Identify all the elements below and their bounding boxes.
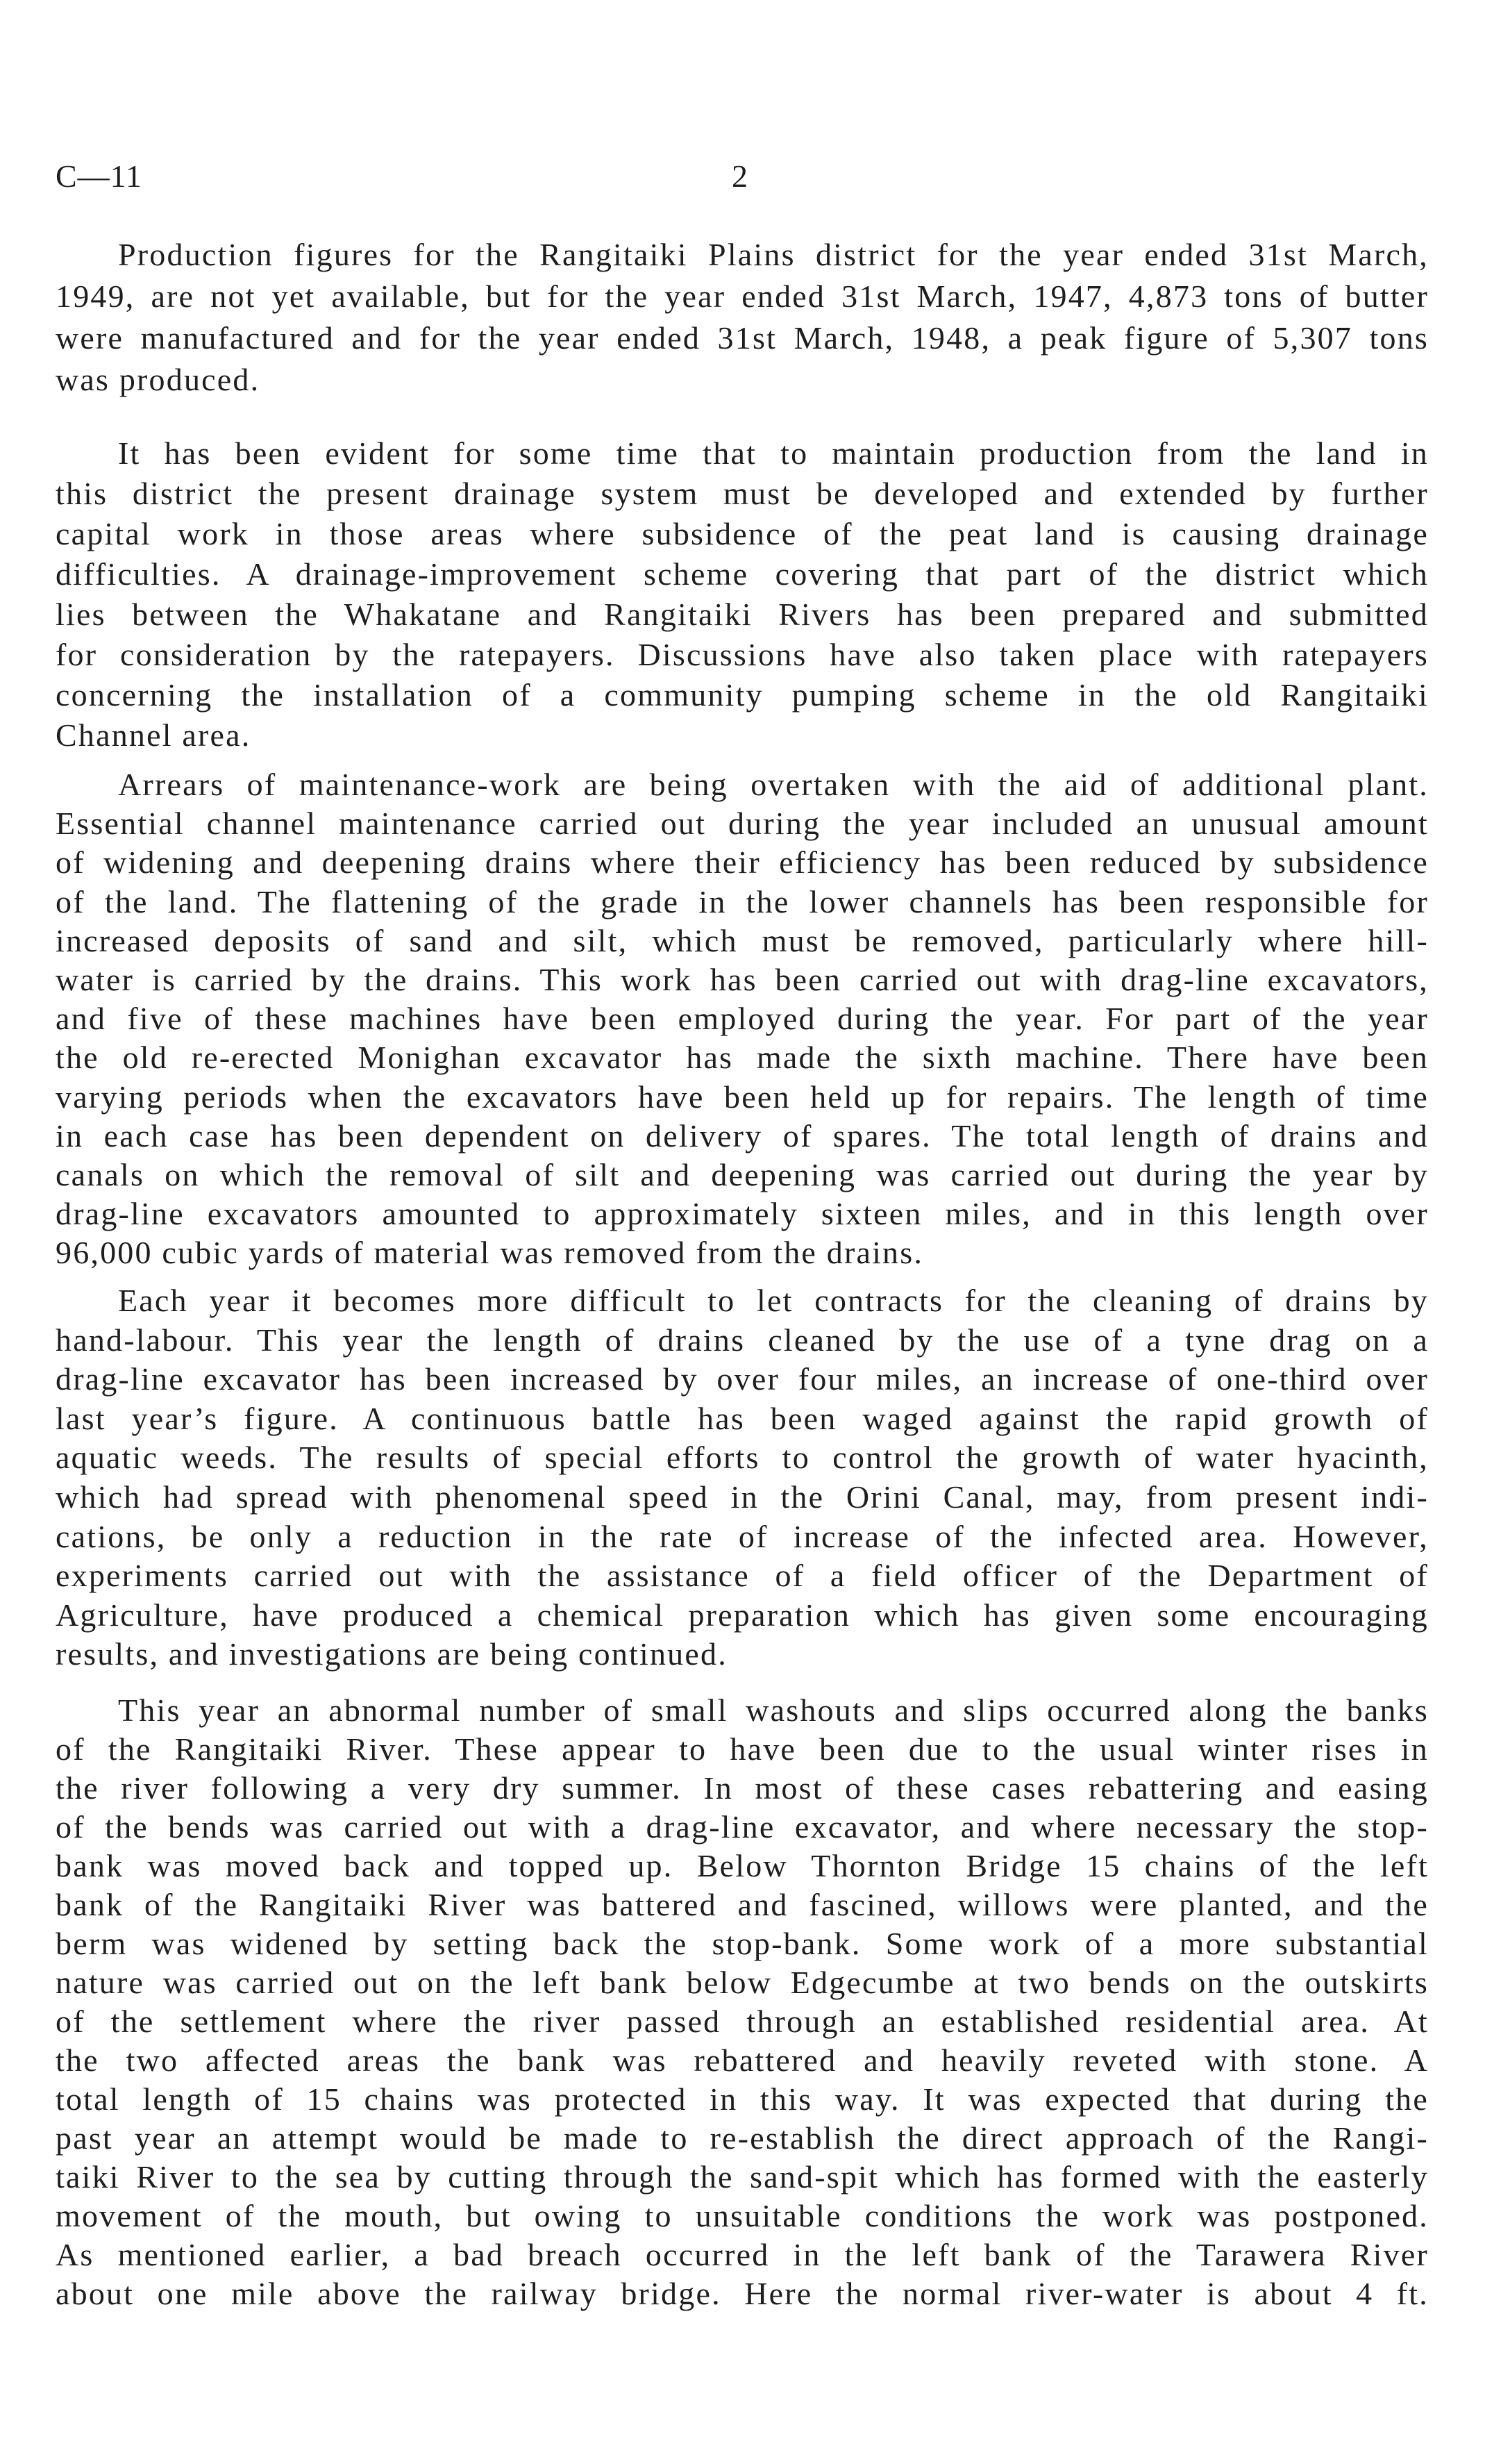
- text-line: which had spread with phenomenal speed in the Orini Canal, may, from present indi-: [56, 1479, 1429, 1515]
- text-line: and five of these machines have been employed during the year. For part of the year: [56, 1001, 1429, 1037]
- text-line: last year’s figure. A continuous battle has been waged against the rapid growth of: [56, 1400, 1429, 1436]
- text-line: about one mile above the railway bridge. Here the normal river-water is about 4 ft.: [56, 2276, 1429, 2311]
- text-line: lies between the Whakatane and Rangitaiki Rivers has been prepared and submitted: [56, 597, 1429, 632]
- text-line: canals on which the removal of silt and deepening was carried out during the year by: [56, 1157, 1429, 1193]
- text-line: It has been evident for some time that to maintain production from the land in: [118, 435, 1429, 471]
- text-line: were manufactured and for the year ended 31st March, 1948, a peak figure of 5,307 tons: [56, 320, 1429, 356]
- text-line: aquatic weeds. The results of special efforts to control the growth of water hyacinth,: [56, 1440, 1429, 1476]
- text-line: bank was moved back and topped up. Below Thornton Bridge 15 chains of the left: [56, 1848, 1429, 1883]
- paragraph-production-figures: [56, 234, 1429, 401]
- text-line: water is carried by the drains. This work has been carried out with drag-line excavators,: [56, 962, 1429, 998]
- text-line: difficulties. A drainage-improvement scheme covering that part of the district which: [56, 556, 1429, 592]
- text-line: experiments carried out with the assistance of a field officer of the Department of: [56, 1558, 1429, 1594]
- text-line: the river following a very dry summer. In most of these cases rebattering and easing: [56, 1770, 1429, 1806]
- text-line: of the Rangitaiki River. These appear to have been due to the usual winter rises in: [56, 1731, 1429, 1767]
- text-line: of the bends was carried out with a drag-line excavator, and where necessary the stop-: [56, 1809, 1429, 1845]
- paragraph-drainage-scheme: [56, 433, 1429, 756]
- text-line: the two affected areas the bank was rebattered and heavily reveted with stone. A: [56, 2042, 1429, 2078]
- text-line: results, and investigations are being continued.: [56, 1636, 728, 1672]
- text-line: 96,000 cubic yards of material was removed from the drains.: [56, 1235, 924, 1271]
- text-line: bank of the Rangitaiki River was battered and fascined, willows were planted, and the: [56, 1887, 1429, 1922]
- text-line: concerning the installation of a community pumping scheme in the old Rangitaiki: [56, 677, 1429, 713]
- text-line: berm was widened by setting back the stop-bank. Some work of a more substantial: [56, 1926, 1429, 1961]
- text-line: for consideration by the ratepayers. Discussions have also taken place with ratepayers: [56, 637, 1429, 672]
- text-line: taiki River to the sea by cutting through the sand-spit which has formed with the easterly: [56, 2159, 1429, 2195]
- text-line: drag-line excavator has been increased by over four miles, an increase of one-third over: [56, 1361, 1429, 1397]
- text-line: the old re-erected Monighan excavator has made the sixth machine. There have been: [56, 1040, 1429, 1076]
- text-line: was produced.: [56, 362, 260, 397]
- text-line: varying periods when the excavators have been held up for repairs. The length of time: [56, 1079, 1429, 1115]
- text-line: increased deposits of sand and silt, which must be removed, particularly where hill-: [56, 922, 1429, 958]
- text-line: of the settlement where the river passed through an established residential area. At: [56, 2004, 1429, 2039]
- paragraph-drain-cleaning: [56, 1281, 1429, 1674]
- text-line: this district the present drainage system must be developed and extended by further: [56, 476, 1429, 511]
- text-line: Each year it becomes more difficult to let contracts for the cleaning of drains by: [118, 1283, 1429, 1318]
- text-line: As mentioned earlier, a bad breach occurred in the left bank of the Tarawera River: [56, 2237, 1429, 2272]
- text-line: This year an abnormal number of small washouts and slips occurred along the banks: [118, 1692, 1429, 1728]
- text-line: cations, be only a reduction in the rate of increase of the infected area. However,: [56, 1518, 1429, 1554]
- text-line: of the land. The flattening of the grade in the lower channels has been responsible for: [56, 883, 1429, 919]
- text-line: in each case has been dependent on delivery of spares. The total length of drains and: [56, 1117, 1429, 1154]
- text-line: Essential channel maintenance carried out during the year included an unusual amount: [56, 806, 1429, 842]
- text-line: nature was carried out on the left bank below Edgecumbe at two bends on the outskirts: [56, 1965, 1429, 2000]
- text-line: Production figures for the Rangitaiki Plains district for the year ended 31st March,: [118, 237, 1429, 272]
- text-line: past year an attempt would be made to re-establish the direct approach of the Rangi-: [56, 2120, 1429, 2156]
- page-number: 2: [732, 158, 748, 194]
- document-reference: C—11: [56, 158, 142, 194]
- text-line: hand-labour. This year the length of drains cleaned by the use of a tyne drag on a: [56, 1322, 1429, 1358]
- text-line: Arrears of maintenance-work are being overtaken with the aid of additional plant.: [118, 767, 1429, 802]
- text-line: drag-line excavators amounted to approximately sixteen miles, and in this length over: [56, 1196, 1429, 1232]
- paragraph-channel-maintenance: [56, 765, 1429, 1273]
- text-line: total length of 15 chains was protected in this way. It was expected that during the: [56, 2081, 1429, 2117]
- text-line: 1949, are not yet available, but for the year ended 31st March, 1947, 4,873 tons of butter: [56, 278, 1429, 314]
- text-line: movement of the mouth, but owing to unsuitable conditions the work was postponed.: [56, 2198, 1429, 2233]
- text-line: Agriculture, have produced a chemical preparation which has given some encouraging: [56, 1597, 1429, 1633]
- text-line: of widening and deepening drains where their efficiency has been reduced by subsidence: [56, 844, 1429, 881]
- paragraph-river-banks: [56, 1691, 1429, 2313]
- text-line: Channel area.: [56, 717, 251, 753]
- text-line: capital work in those areas where subsidence of the peat land is causing drainage: [56, 516, 1429, 551]
